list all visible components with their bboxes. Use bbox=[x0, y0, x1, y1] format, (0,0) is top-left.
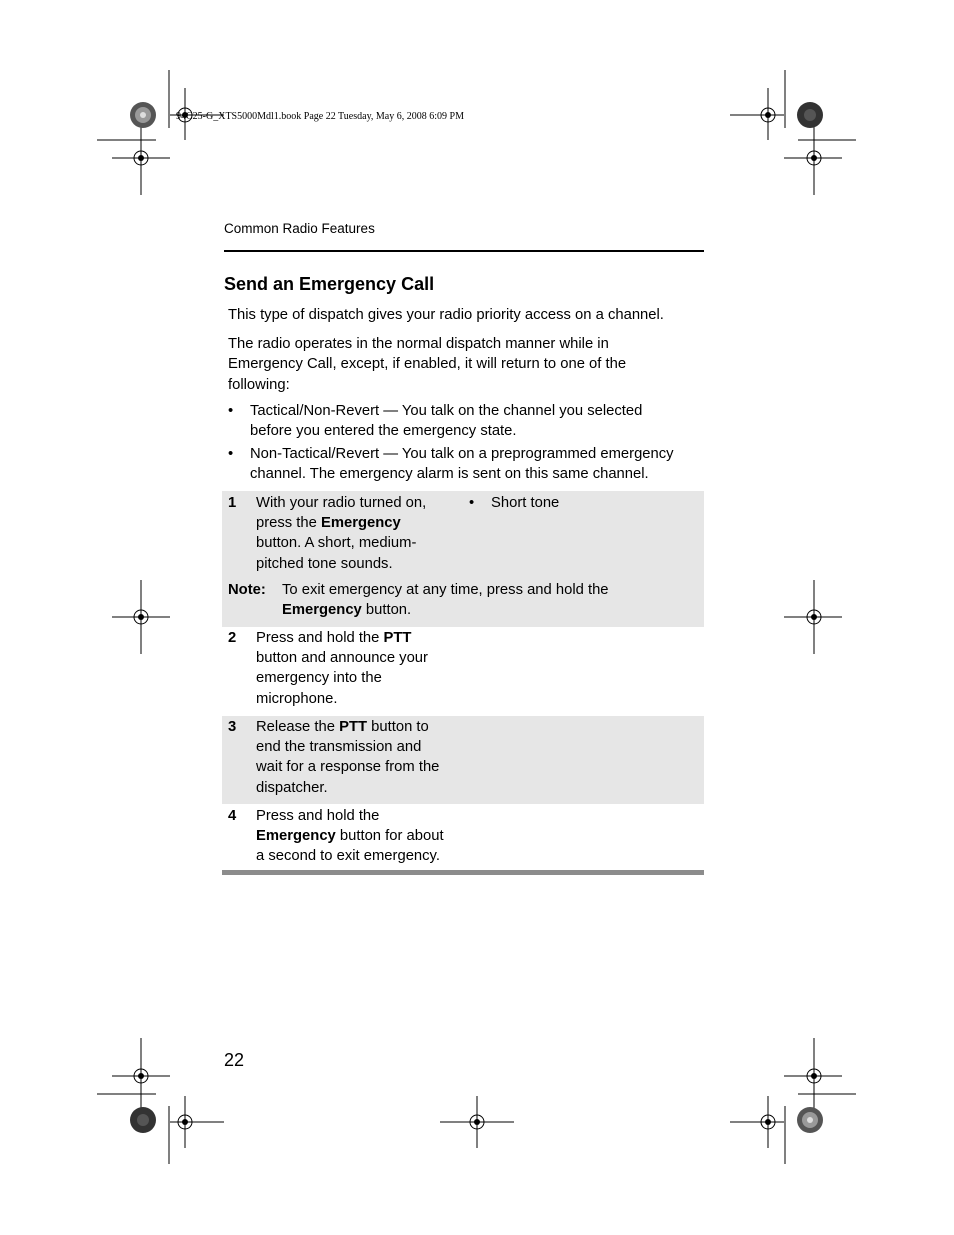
note-line: To exit emergency at any time, press and hold the bbox=[282, 582, 609, 598]
note-label: Note: bbox=[228, 582, 266, 598]
table-bottom-rule bbox=[222, 870, 704, 875]
step-4-row bbox=[222, 804, 704, 870]
bullet-dot: • bbox=[228, 403, 234, 419]
emergency-keyword: Emergency bbox=[320, 515, 401, 532]
crosshair-icon bbox=[730, 88, 784, 140]
step-line: Emergency button for about bbox=[256, 828, 444, 845]
step-line: With your radio turned on, bbox=[256, 495, 427, 511]
step-line: button and announce your bbox=[256, 650, 428, 667]
step-line: Release the PTT button to bbox=[256, 719, 429, 735]
section-header: Common Radio Features bbox=[224, 221, 375, 236]
step-number: 2 bbox=[228, 630, 237, 646]
tone-indicator: Short tone bbox=[491, 495, 560, 511]
step-line: pitched tone sounds. bbox=[256, 555, 393, 572]
crosshair-icon bbox=[170, 1096, 224, 1148]
step-line: emergency into the bbox=[256, 670, 382, 687]
bullet-item bbox=[228, 445, 698, 485]
step-3-row bbox=[222, 716, 704, 804]
paragraph-line: The radio operates in the normal dispatch manner while in bbox=[228, 336, 609, 352]
step-2-row bbox=[222, 627, 704, 716]
step-text bbox=[256, 717, 461, 798]
page-number: 22 bbox=[224, 1050, 245, 1070]
bullet-line: channel. The emergency alarm is sent on this same channel. bbox=[250, 465, 649, 482]
step-line: Press and hold the PTT bbox=[256, 630, 412, 646]
paragraph-line: following: bbox=[228, 376, 290, 393]
step-line: dispatcher. bbox=[256, 779, 328, 796]
star-target-icon bbox=[130, 102, 156, 128]
star-target-icon bbox=[797, 1107, 823, 1133]
step-line: press the Emergency bbox=[256, 515, 401, 532]
step-number: 1 bbox=[228, 495, 237, 511]
bullet-line: Tactical/Non-Revert — You talk on the channel you selected bbox=[250, 403, 643, 419]
note-line: Emergency button. bbox=[282, 601, 412, 618]
bullet-dot: • bbox=[228, 446, 234, 462]
step-line: Press and hold the bbox=[256, 808, 380, 824]
step-line: end the transmission and bbox=[256, 739, 422, 756]
star-target-icon bbox=[130, 1107, 156, 1133]
step-line: a second to exit emergency. bbox=[256, 848, 440, 865]
step-line: button. A short, medium- bbox=[256, 535, 417, 552]
ptt-keyword: PTT bbox=[383, 630, 412, 646]
emergency-keyword: Emergency bbox=[282, 601, 362, 618]
bullet-line: Non-Tactical/Revert — You talk on a preprogrammed emergency bbox=[250, 446, 674, 462]
star-target-icon bbox=[797, 102, 823, 128]
step-text bbox=[256, 628, 461, 709]
bullet-line: before you entered the emergency state. bbox=[250, 422, 517, 439]
emergency-keyword: Emergency bbox=[256, 828, 336, 845]
bullet-item bbox=[228, 402, 698, 442]
intro-paragraph: This type of dispatch gives your radio priority access on a channel. bbox=[228, 307, 664, 323]
step-line: microphone. bbox=[256, 690, 338, 707]
step-text bbox=[256, 493, 461, 574]
crosshair-icon bbox=[730, 1096, 784, 1148]
dispatch-paragraph bbox=[228, 334, 698, 395]
side-bullet-dot: • bbox=[469, 495, 475, 511]
note-text bbox=[282, 581, 697, 620]
step-1-row bbox=[222, 491, 704, 627]
paragraph-line: Emergency Call, except, if enabled, it will return to one of the bbox=[228, 356, 627, 373]
step-number: 3 bbox=[228, 719, 237, 735]
step-text bbox=[256, 806, 471, 867]
header-rule bbox=[224, 250, 704, 252]
book-info: 94C25-G_XTS5000Mdl1.book Page 22 Tuesday, May 6, 2008 6:09 PM bbox=[176, 111, 464, 122]
step-number: 4 bbox=[228, 808, 237, 824]
page-title: Send an Emergency Call bbox=[224, 274, 435, 294]
step-line: wait for a response from the bbox=[256, 759, 440, 776]
ptt-keyword: PTT bbox=[339, 719, 368, 735]
